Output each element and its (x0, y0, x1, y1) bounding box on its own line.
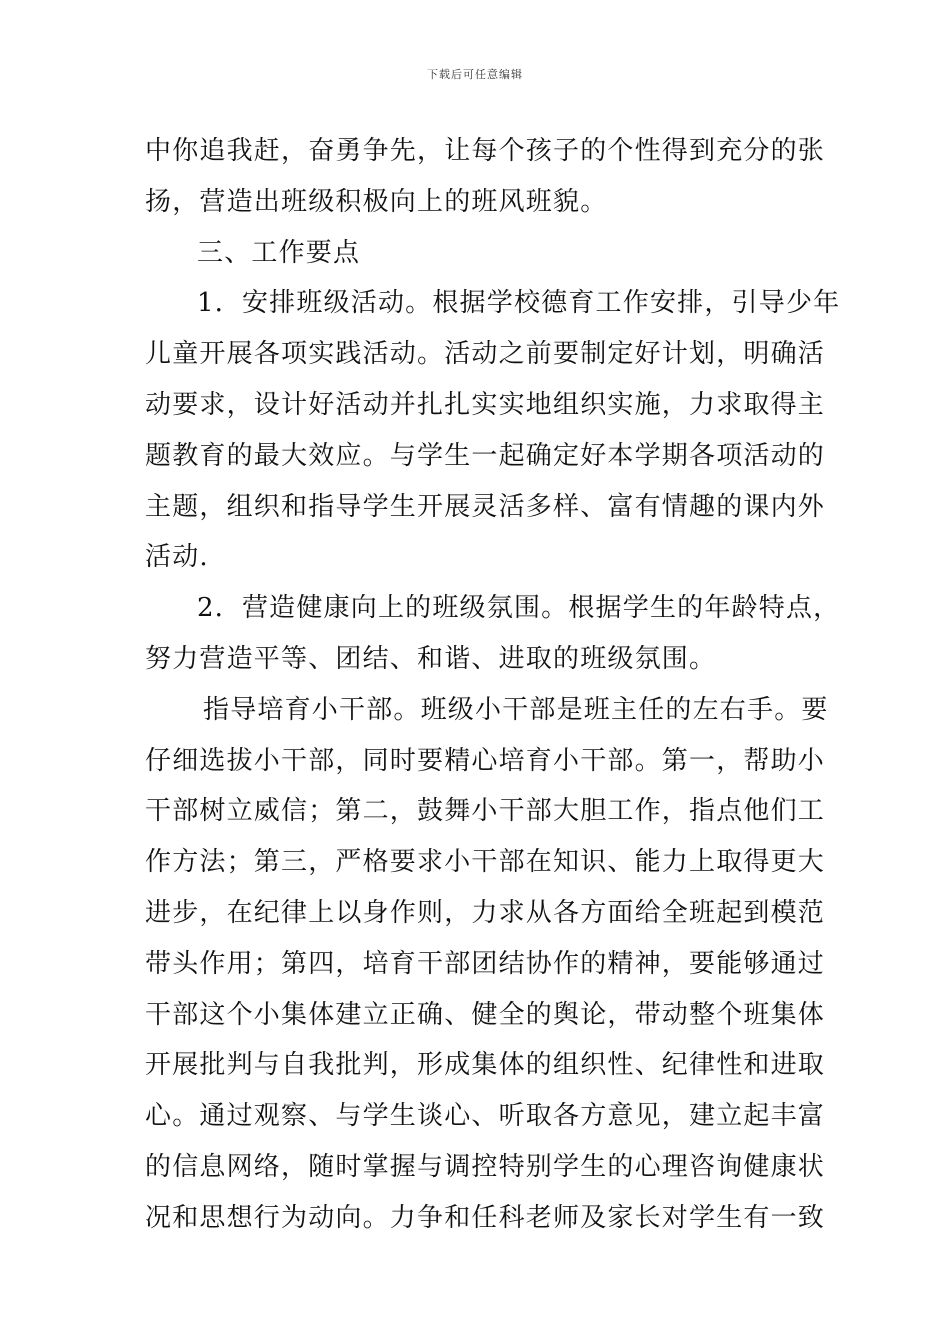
section-heading: 三、工作要点 (197, 237, 361, 268)
text-line: 动要求，设计好活动并扎扎实实地组织实施，力求取得主 (145, 389, 826, 420)
text-line: 扬，营造出班级积极向上的班风班貌。 (145, 186, 608, 217)
text-line: 的信息网络，随时掌握与调控特别学生的心理咨询健康状 (145, 1151, 826, 1182)
text-line: 带头作用；第四，培育干部团结协作的精神，要能够通过 (145, 948, 826, 979)
text-line: 指导培育小干部。班级小干部是班主任的左右手。要 (203, 694, 829, 725)
text-line: 干部这个小集体建立正确、健全的舆论，带动整个班集体 (145, 999, 826, 1030)
text-line: 努力营造平等、团结、和谐、进取的班级氛围。 (145, 643, 717, 674)
text-line: 儿童开展各项实践活动。活动之前要制定好计划，明确活 (145, 339, 826, 370)
page-header: 下载后可任意编辑 (427, 68, 523, 81)
text-line: 仔细选拔小干部，同时要精心培育小干部。第一，帮助小 (145, 745, 826, 776)
text-line: 1．安排班级活动。根据学校德育工作安排，引导少年 (197, 288, 841, 319)
text-line: 进步，在纪律上以身作则，力求从各方面给全班起到模范 (145, 897, 826, 928)
text-line: 开展批判与自我批判，形成集体的组织性、纪律性和进取 (145, 1050, 826, 1081)
text-line: 干部树立威信；第二，鼓舞小干部大胆工作，指点他们工 (145, 796, 826, 827)
text-line: 中你追我赶，奋勇争先，让每个孩子的个性得到充分的张 (145, 136, 826, 166)
text-line: 况和思想行为动向。力争和任科老师及家长对学生有一致 (145, 1202, 826, 1233)
text-line: 心。通过观察、与学生谈心、听取各方意见，建立起丰富 (145, 1101, 826, 1132)
text-line: 题教育的最大效应。与学生一起确定好本学期各项活动的 (145, 440, 826, 471)
text-line: 活动. (145, 542, 209, 573)
document-body (145, 126, 841, 1244)
text-line: 2．营造健康向上的班级氛围。根据学生的年龄特点， (197, 593, 841, 624)
text-line: 作方法；第三，严格要求小干部在知识、能力上取得更大 (145, 847, 826, 878)
text-line: 主题，组织和指导学生开展灵活多样、富有情趣的课内外 (145, 491, 826, 522)
